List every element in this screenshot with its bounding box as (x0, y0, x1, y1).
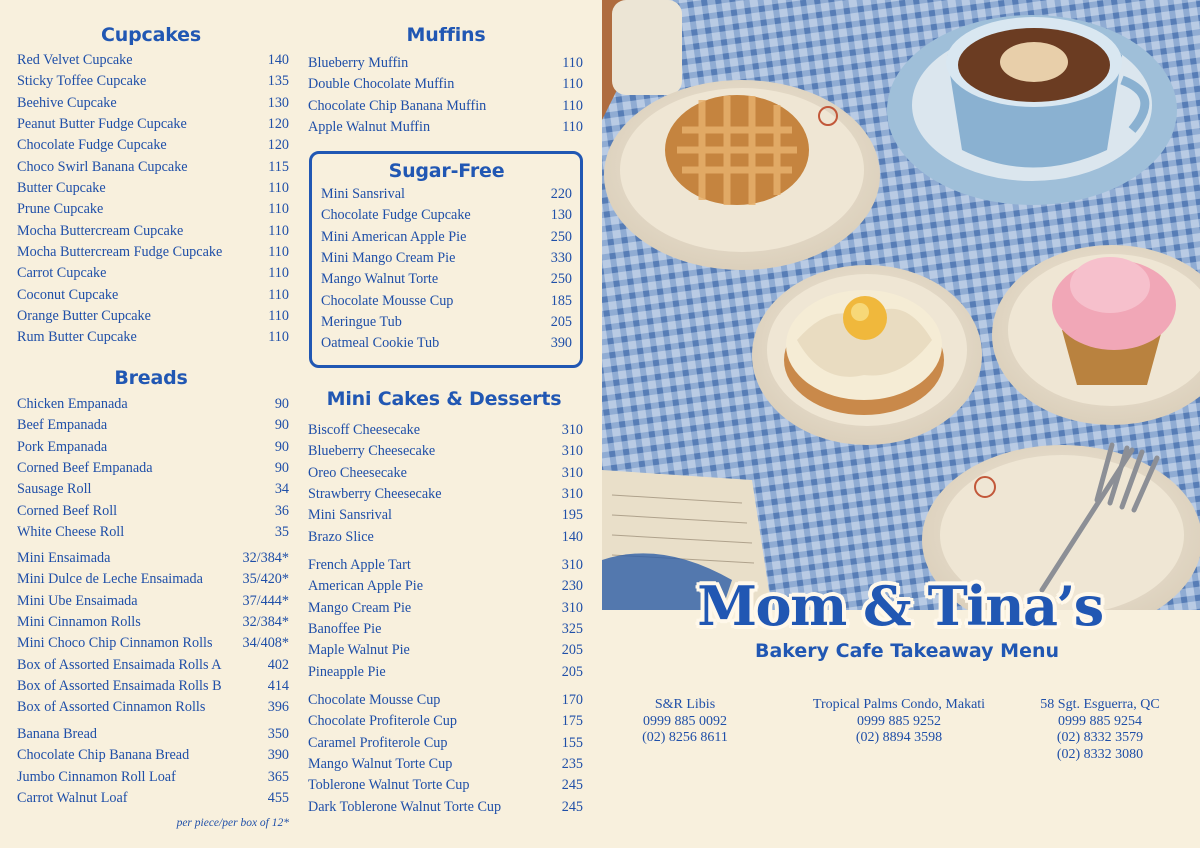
menu-item (17, 327, 289, 348)
menu-item-price: 34/408* (242, 635, 289, 652)
menu-item-name: Chocolate Mousse Cup (308, 692, 441, 708)
menu-item-price: 115 (268, 158, 289, 175)
menu-item (308, 640, 583, 661)
menu-item-name: Sausage Roll (17, 481, 92, 498)
menu-item (17, 394, 289, 415)
menu-item-name: Meringue Tub (321, 314, 402, 331)
menu-item-name: Carrot Cupcake (17, 265, 107, 282)
menu-item-name: Choco Swirl Banana Cupcake (17, 158, 188, 175)
menu-item (17, 676, 289, 697)
menu-item-price: 110 (268, 308, 289, 325)
branch-libis (610, 697, 760, 747)
menu-item-price: 37/444* (242, 592, 289, 609)
menu-item-price: 155 (561, 734, 583, 751)
footnote: per piece/per box of 12* (176, 817, 289, 829)
menu-item-price: 35/420* (242, 571, 289, 588)
breads-heading: Breads (114, 367, 188, 389)
menu-item-name: Chocolate Fudge Cupcake (17, 137, 167, 154)
menu-item (321, 269, 572, 290)
menu-item (17, 306, 289, 327)
menu-item (17, 114, 289, 135)
mini-cakes-heading: Mini Cakes & Desserts (326, 388, 562, 410)
menu-item-price: 110 (562, 76, 583, 93)
menu-item-price: 230 (561, 578, 583, 595)
menu-item-name: Biscoff Cheesecake (308, 422, 421, 438)
menu-item (17, 458, 289, 479)
menu-item (321, 227, 572, 248)
pastry-illustration (602, 0, 1200, 610)
menu-item-price: 310 (561, 422, 583, 438)
dessert-cup-list (308, 690, 583, 818)
menu-item-name: White Cheese Roll (17, 524, 125, 541)
menu-item-name: American Apple Pie (308, 578, 424, 595)
menu-item-price: 390 (550, 335, 572, 352)
menu-item-price: 34 (274, 481, 289, 498)
menu-item (17, 157, 289, 178)
menu-item (308, 53, 583, 74)
menu-item-price: 110 (268, 265, 289, 282)
menu-item-price: 110 (562, 97, 583, 114)
menu-item-name: French Apple Tart (308, 557, 411, 573)
menu-item-name: Mini Ensaimada (17, 550, 111, 566)
menu-item-price: 205 (550, 314, 572, 331)
menu-item (308, 754, 583, 775)
menu-item (321, 205, 572, 226)
menu-item-name: Box of Assorted Ensaimada Rolls B (17, 678, 222, 695)
menu-item-price: 130 (267, 94, 289, 111)
menu-item-name: Mini Mango Cream Pie (321, 250, 456, 267)
menu-item (17, 548, 289, 569)
loaf-list (17, 724, 289, 809)
cupcakes-heading: Cupcakes (101, 24, 201, 46)
menu-item (17, 415, 289, 436)
menu-item-name: Peanut Butter Fudge Cupcake (17, 116, 187, 133)
menu-item (308, 420, 583, 441)
menu-item-price: 135 (267, 73, 289, 90)
menu-item (321, 312, 572, 333)
menu-item (17, 612, 289, 633)
left-menu-column (17, 24, 289, 829)
branch-phone: (02) 8256 8611 (642, 730, 728, 745)
branch-phone: 0999 885 9254 (1058, 713, 1142, 729)
menu-item-price: 185 (550, 292, 572, 309)
sugar-free-heading: Sugar-Free (388, 160, 505, 182)
menu-item (17, 655, 289, 676)
menu-item-name: Mini Sansrival (321, 186, 405, 202)
menu-item-price: 170 (561, 692, 583, 708)
menu-item-price: 310 (561, 557, 583, 573)
menu-item-price: 365 (267, 768, 289, 785)
menu-item (17, 135, 289, 156)
menu-item-name: Beehive Cupcake (17, 94, 117, 111)
pie-list (308, 555, 583, 683)
menu-item-name: Double Chocolate Muffin (308, 76, 455, 93)
menu-item (17, 221, 289, 242)
menu-item-price: 245 (561, 798, 583, 815)
menu-item (17, 479, 289, 500)
menu-item-name: Corned Beef Empanada (17, 460, 153, 477)
menu-item (308, 527, 583, 548)
menu-item-price: 396 (267, 699, 289, 716)
menu-item-price: 250 (550, 271, 572, 288)
menu-item (17, 591, 289, 612)
menu-item-price: 110 (268, 244, 289, 261)
branch-phone: (02) 8894 3598 (855, 730, 943, 745)
menu-item-name: Banoffee Pie (308, 621, 382, 638)
menu-item (308, 96, 583, 117)
brand-subtitle: Bakery Cafe Takeaway Menu (754, 640, 1060, 662)
menu-item-price: 90 (274, 396, 289, 412)
menu-item-name: Chicken Empanada (17, 396, 128, 412)
menu-item (308, 797, 583, 818)
menu-item (308, 733, 583, 754)
menu-item-price: 130 (550, 207, 572, 224)
menu-item-price: 310 (561, 464, 583, 481)
menu-item (321, 248, 572, 269)
menu-item-price: 195 (561, 507, 583, 524)
menu-item-price: 402 (267, 656, 289, 673)
menu-item-name: Oreo Cheesecake (308, 464, 407, 481)
menu-item-price: 110 (268, 286, 289, 303)
menu-item-name: Chocolate Chip Banana Muffin (308, 97, 487, 114)
branch-name: Tropical Palms Condo, Makati (812, 697, 986, 712)
menu-item-name: Mini American Apple Pie (321, 228, 467, 245)
menu-item-name: Chocolate Mousse Cup (321, 292, 454, 309)
menu-item-price: 110 (562, 119, 583, 136)
menu-item-name: Dark Toblerone Walnut Torte Cup (308, 798, 502, 815)
menu-item (321, 333, 572, 354)
menu-item (308, 484, 583, 505)
menu-item (308, 598, 583, 619)
menu-item-price: 350 (267, 726, 289, 742)
menu-item (308, 441, 583, 462)
menu-item-name: Red Velvet Cupcake (17, 52, 133, 68)
menu-item-price: 175 (561, 713, 583, 730)
menu-item (17, 569, 289, 590)
sugar-free-list (321, 184, 572, 355)
menu-item-price: 245 (561, 777, 583, 794)
menu-item (17, 745, 289, 766)
branch-qc (1030, 697, 1170, 763)
menu-item (308, 505, 583, 526)
breads-list (17, 394, 289, 543)
menu-item-price: 330 (550, 250, 572, 267)
menu-item-name: Oatmeal Cookie Tub (321, 335, 440, 352)
menu-item (308, 775, 583, 796)
branch-phone: 0999 885 9252 (857, 713, 941, 729)
branch-phone: 0999 885 0092 (643, 713, 727, 729)
menu-item-name: Mango Walnut Torte (321, 271, 439, 288)
menu-item (308, 576, 583, 597)
menu-item-price: 36 (274, 502, 289, 519)
menu-item-name: Pineapple Pie (308, 663, 386, 680)
menu-item (17, 71, 289, 92)
menu-item-name: Maple Walnut Pie (308, 642, 410, 659)
menu-item-name: Chocolate Profiterole Cup (308, 713, 457, 730)
menu-item (17, 788, 289, 809)
menu-item-price: 250 (550, 228, 572, 245)
menu-item (308, 117, 583, 138)
menu-item-price: 110 (268, 201, 289, 218)
menu-item-price: 310 (561, 443, 583, 460)
menu-item-price: 140 (267, 52, 289, 68)
menu-item-price: 310 (561, 486, 583, 503)
menu-item-name: Box of Assorted Cinnamon Rolls (17, 699, 206, 716)
branch-phone: (02) 8332 3579 (1056, 730, 1144, 745)
ensaimada-list (17, 548, 289, 719)
menu-item (308, 463, 583, 484)
branch-name: 58 Sgt. Esguerra, QC (1040, 697, 1160, 712)
menu-item-price: 455 (267, 790, 289, 807)
menu-item-name: Carrot Walnut Loaf (17, 790, 128, 807)
menu-item (308, 74, 583, 95)
cupcakes-list (17, 50, 289, 349)
menu-item-name: Caramel Profiterole Cup (308, 734, 448, 751)
menu-item-price: 35 (274, 524, 289, 541)
menu-item-name: Chocolate Chip Banana Bread (17, 747, 190, 764)
menu-item-price: 90 (274, 460, 289, 477)
menu-item-price: 140 (561, 528, 583, 545)
menu-item-name: Mini Sansrival (308, 507, 392, 524)
menu-item-name: Mini Dulce de Leche Ensaimada (17, 571, 203, 588)
menu-item-price: 390 (267, 747, 289, 764)
menu-item-name: Beef Empanada (17, 417, 108, 434)
menu-item-price: 120 (267, 116, 289, 133)
menu-item (321, 291, 572, 312)
menu-item-name: Brazo Slice (308, 528, 374, 545)
menu-item-name: Mini Ube Ensaimada (17, 592, 138, 609)
menu-item-name: Mocha Buttercream Cupcake (17, 222, 184, 239)
menu-item-price: 205 (561, 663, 583, 680)
muffins-list (308, 53, 583, 138)
branch-phone: (02) 8332 3080 (1056, 746, 1144, 762)
menu-item (17, 522, 289, 543)
menu-item-name: Toblerone Walnut Torte Cup (308, 777, 470, 794)
menu-item (17, 263, 289, 284)
menu-item-name: Mini Choco Chip Cinnamon Rolls (17, 635, 213, 652)
menu-item (308, 555, 583, 576)
menu-item-name: Chocolate Fudge Cupcake (321, 207, 471, 224)
menu-item (17, 178, 289, 199)
menu-item-name: Mango Walnut Torte Cup (308, 756, 453, 773)
menu-item-price: 235 (561, 756, 583, 773)
menu-item (17, 93, 289, 114)
menu-item-name: Corned Beef Roll (17, 502, 118, 519)
brand-title: Mom & Tina’s (697, 574, 1103, 638)
menu-item-name: Banana Bread (17, 726, 97, 742)
menu-item-name: Mango Cream Pie (308, 599, 412, 616)
menu-item-price: 110 (268, 180, 289, 197)
menu-item (17, 242, 289, 263)
menu-item-name: Blueberry Muffin (308, 55, 409, 71)
menu-item-name: Apple Walnut Muffin (308, 119, 431, 136)
menu-item-name: Blueberry Cheesecake (308, 443, 436, 460)
menu-item (17, 633, 289, 654)
menu-item-price: 110 (268, 329, 289, 346)
menu-item-price: 120 (267, 137, 289, 154)
menu-item-price: 310 (561, 599, 583, 616)
menu-item-name: Box of Assorted Ensaimada Rolls A (17, 656, 222, 673)
menu-item (17, 767, 289, 788)
menu-item (308, 619, 583, 640)
menu-item-name: Coconut Cupcake (17, 286, 119, 303)
menu-item-name: Mocha Buttercream Fudge Cupcake (17, 244, 223, 261)
menu-item-price: 205 (561, 642, 583, 659)
menu-item-name: Rum Butter Cupcake (17, 329, 137, 346)
menu-item-name: Mini Cinnamon Rolls (17, 614, 141, 631)
menu-item-price: 32/384* (242, 614, 289, 631)
menu-item-price: 110 (268, 222, 289, 239)
muffins-heading: Muffins (406, 24, 486, 46)
menu-item (308, 690, 583, 711)
menu-item (17, 50, 289, 71)
menu-item-name: Sticky Toffee Cupcake (17, 73, 147, 90)
menu-item (17, 285, 289, 306)
menu-item-price: 90 (274, 438, 289, 455)
menu-item (17, 724, 289, 745)
menu-item (17, 697, 289, 718)
menu-item (308, 662, 583, 683)
sugar-free-box (309, 151, 583, 368)
menu-item-price: 32/384* (242, 550, 289, 566)
menu-item-name: Butter Cupcake (17, 180, 106, 197)
menu-item-price: 220 (550, 186, 572, 202)
menu-item-name: Pork Empanada (17, 438, 108, 455)
menu-item-price: 414 (267, 678, 289, 695)
menu-item-name: Prune Cupcake (17, 201, 104, 218)
menu-item (321, 184, 572, 205)
menu-item-price: 325 (561, 621, 583, 638)
menu-item (17, 501, 289, 522)
menu-item-name: Jumbo Cinnamon Roll Loaf (17, 768, 176, 785)
menu-item-price: 110 (562, 55, 583, 71)
branch-name: S&R Libis (654, 697, 716, 712)
menu-item-price: 90 (274, 417, 289, 434)
menu-item-name: Orange Butter Cupcake (17, 308, 151, 325)
menu-item (17, 199, 289, 220)
menu-item (17, 437, 289, 458)
menu-item-name: Strawberry Cheesecake (308, 486, 442, 503)
cheesecake-list (308, 420, 583, 548)
menu-item (308, 711, 583, 732)
branch-makati (800, 697, 998, 747)
